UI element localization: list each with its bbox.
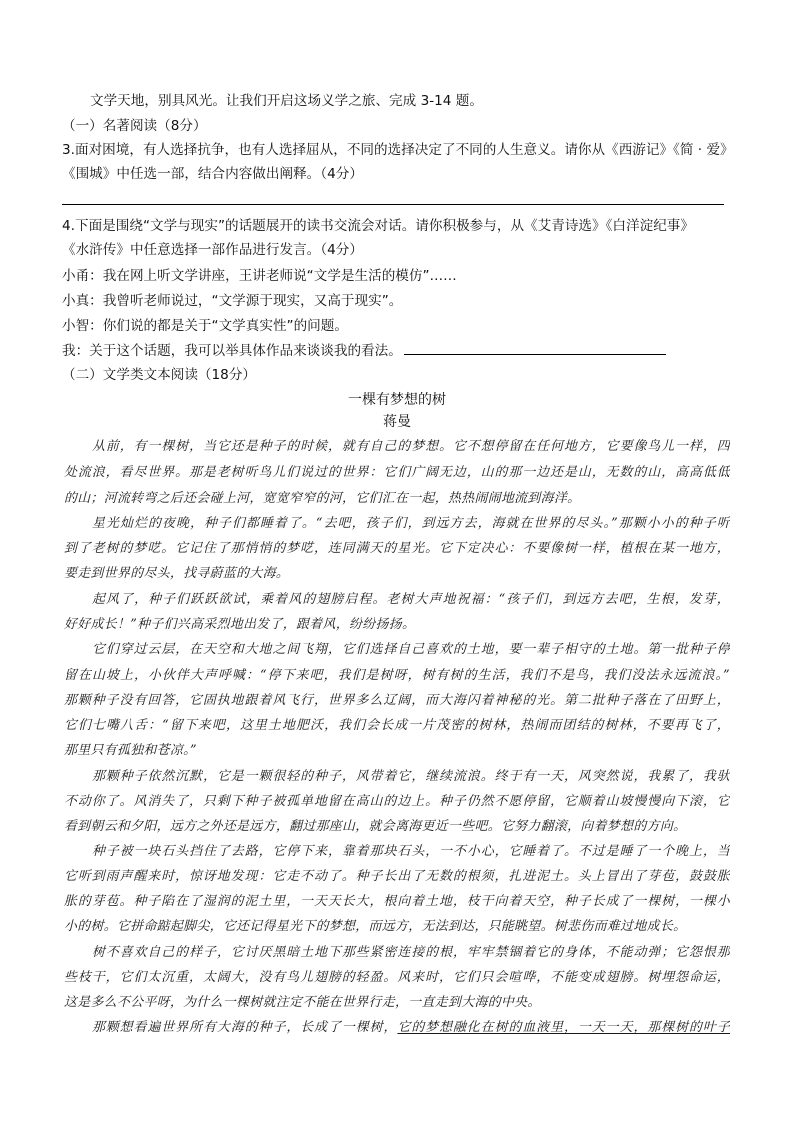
story-line: 起风了，种子们跃跃欲试，乘着风的翅膀启程。老树大声地祝福：“孩子们，到远方去吧，生根，发芽，	[92, 592, 730, 607]
story-line: 胀的芽苞。种子陷在了湿润的泥土里，一天天长大，根向着土地，枝干向着天空，种子长成了一棵树，一棵小	[64, 894, 730, 909]
story-title: 一棵有梦想的树	[348, 392, 446, 408]
story-line: 从前，有一棵树，当它还是种子的时候，就有自己的梦想。它不想停留在任何地方，它要像鸟儿一样，四	[92, 439, 730, 454]
story-line: 那颗种子没有回答，它固执地跟着风飞行，世界多么辽阔，而大海闪着神秘的光。第二批种子落在了田野上，	[64, 693, 730, 708]
story-line: 那里只有孤独和苍凉。”	[64, 743, 197, 758]
story-line: 种子被一块石头挡住了去路，它停下来，靠着那块石头，一不小心，它睡着了。不过是睡了一个晚上，当	[92, 844, 730, 859]
story-line-final	[64, 1018, 730, 1038]
answer-rule[interactable]	[62, 204, 724, 205]
section1-heading: （一）名著阅读（8分）	[62, 118, 207, 134]
story-line: 留在山坡上，小伙伴大声呼喊：“停下来吧，我们是树呀，树有树的生活，我们不是鸟，我们没法永远流浪。”	[64, 668, 730, 683]
answer-blank[interactable]	[404, 341, 666, 355]
story-line: 要走到世界的尽头，找寻蔚蓝的大海。	[64, 566, 290, 581]
story-line: 到了老树的梦呓。它记住了那悄悄的梦呓，连同满天的星光。它下定决心：不要像树一样，植根在某一地方，	[64, 541, 730, 556]
dialogue-line-3: 小智：你们说的都是关于“文学真实性”的问题。	[62, 318, 348, 334]
story-line: 好好成长！”种子们兴高采烈地出发了，跟着风，纷纷扬扬。	[64, 617, 416, 632]
story-line: 那颗种子依然沉默，它是一颗很轻的种子，风带着它，继续流浪。终于有一天，风突然说，我累了，我驮	[92, 769, 730, 784]
section2-heading: （二）文学类文本阅读（18分）	[62, 367, 257, 383]
story-line: 不动你了。风消失了，只剩下种子被孤单地留在高山的边上。种子仍然不愿停留，它顺着山坡慢慢向下滚，它	[64, 794, 730, 809]
story-line: 它们穿过云层，在天空和大地之间飞翔，它们选择自己喜欢的土地，要一辈子相守的土地。第一批种子停	[92, 642, 730, 657]
story-line: 那颗想看遍世界所有大海的种子，长成了一棵树，	[92, 1020, 398, 1035]
story-line: 看到朝云和夕阳，远方之外还是远方，翻过那座山，就会离海更近一些吧。它努力翻滚，向着梦想的方向。	[64, 819, 687, 834]
q3-line-1: 3.面对困境，有人选择抗争，也有人选择屈从，不同的选择决定了不同的人生意义。请你从《西游记》《简 · 爱》	[62, 142, 734, 158]
story-line: 它们七嘴八舌：“留下来吧，这里土地肥沃，我们会长成一片茂密的树林，热闹而团结的树林，不要再飞了，	[64, 718, 730, 733]
q4-line-2: 《水浒传》中任意选择一部作品进行发言。（4分）	[62, 242, 363, 258]
story-line: 的山；河流转弯之后还会碰上河，宽宽窄窄的河，它们汇在一起，热热闹闹地流到海洋。	[64, 491, 581, 506]
story-line: 这是多么不公平呀，为什么一棵树就注定不能在世界行走，一直走到大海的中央。	[64, 995, 541, 1010]
dialogue-me-text: 我：关于这个话题，我可以举具体作品来谈谈我的看法。	[62, 343, 402, 359]
q4-line-1: 4.下面是围绕“文学与现实”的话题展开的读书交流会对话。请你积极参与，从《艾青诗选》《白洋淀纪事》	[62, 218, 694, 234]
dialogue-line-4	[62, 340, 742, 362]
intro-line: 文学天地，别具风光。让我们开启这场义学之旅、完成 3-14 题。	[90, 93, 483, 109]
story-line: 处流浪，看尽世界。那是老树听鸟儿们说过的世界：它们广阔无边，山的那一边还是山，无数的山，高高低低	[64, 465, 730, 480]
dialogue-line-2: 小真：我曾听老师说过，“文学源于现实，又高于现实”。	[62, 293, 403, 309]
story-line: 小的树。它拼命踮起脚尖，它还记得星光下的梦想，而远方，无法到达，只能眺望。树悲伤而难过地成长。	[64, 919, 687, 934]
story-line: 些枝干，它们太沉重，太阔大，没有鸟儿翅膀的轻盈。风来时，它们只会喧哗，不能变成翅膀。树埋怨命运，	[64, 970, 730, 985]
story-author: 蒋曼	[383, 414, 411, 430]
story-line: 它听到雨声醒来时，惊讶地发现：它走不动了。种子长出了无数的根须，扎进泥土。头上冒出了芽苞，鼓鼓胀	[64, 869, 730, 884]
story-line: 星光灿烂的夜晚，种子们都睡着了。“去吧，孩子们，到远方去，海就在世界的尽头。”那颗小小的种子听	[92, 516, 730, 531]
q3-line-2: 《围城》中任选一部，结合内容做出阐释。（4分）	[62, 166, 363, 182]
underlined-sentence: 它的梦想融化在树的血液里，一天一天，那棵树的叶子	[397, 1020, 730, 1035]
dialogue-line-1: 小甬：我在网上听文学讲座，王讲老师说“文学是生活的模仿”……	[62, 268, 457, 284]
story-line: 树不喜欢自己的样子，它讨厌黑暗土地下那些紧密连接的根，牢牢禁锢着它的身体，不能动弹；它怨恨那	[92, 945, 730, 960]
